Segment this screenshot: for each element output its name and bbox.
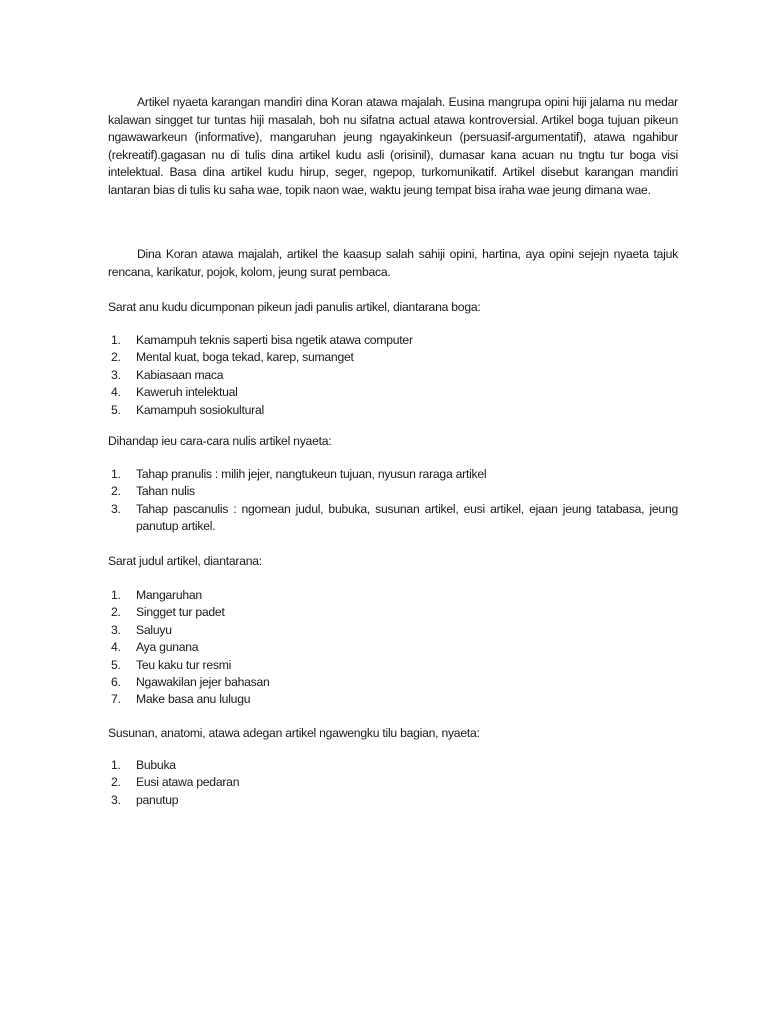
list-number: 4. [111, 640, 121, 655]
list-item [108, 349, 678, 366]
list-text: Tahan nulis [136, 484, 195, 499]
list-item [108, 332, 678, 349]
list-text: Aya gunana [136, 640, 199, 655]
list-item [108, 757, 678, 774]
list-number: 2. [111, 775, 121, 790]
list-item [108, 384, 678, 401]
list-item [108, 604, 678, 621]
list-text: Kaweruh intelektual [136, 385, 238, 400]
list-number: 1. [111, 467, 121, 481]
list-cara-nulis [108, 466, 678, 536]
list-item [108, 792, 678, 809]
list-number: 3. [111, 501, 121, 516]
list-text: Kamampuh sosiokultural [136, 402, 264, 417]
list-item [108, 402, 678, 419]
list-item [108, 587, 678, 604]
list-sarat-panulis [108, 332, 678, 419]
list-text: panutup [136, 792, 179, 807]
list-item [108, 466, 678, 483]
list-text: Kamampuh teknis saperti bisa ngetik atawa computer [136, 333, 413, 347]
list-number: 3. [111, 622, 121, 637]
list-number: 5. [111, 657, 121, 672]
list-number: 1. [111, 333, 121, 347]
list-sarat-judul [108, 587, 678, 709]
list-text: Saluyu [136, 622, 172, 637]
list-number: 1. [111, 588, 121, 602]
list-susunan [108, 757, 678, 809]
paragraph-intro: Artikel nyaeta karangan mandiri dina Koran atawa majalah. Eusina mangrupa opini hiji jalama nu medar kalawan singget tur tuntas hiji masalah, boh nu sifatna actual atawa kontroversial. Artikel boga tujuan pikeun ngawawarkeun (informative), mangaruhan jeung ngayakinkeun (persuasif-argumentatif), atawa ngahibur (rekreatif).gagasan nu di tulis dina artikel kudu asli (orisinil), dumasar kana acuan nu tngtu tur boga visi intelektual. Basa dina artikel kudu hirup, seger, ngepop, turkomunikatif. Artikel disebut karangan mandiri lantaran bias di tulis ku saha wae, topik naon wae, waktu jeung tempat bisa iraha wae jeung dimana wae. [108, 95, 678, 197]
list-number: 5. [111, 402, 121, 417]
list-item [108, 657, 678, 674]
list-number: 1. [111, 758, 121, 772]
list-item [108, 622, 678, 639]
list-number: 2. [111, 484, 121, 499]
list-item [108, 483, 678, 500]
list-text: Mangaruhan [136, 588, 202, 602]
paragraph-opini: Dina Koran atawa majalah, artikel the kaasup salah sahiji opini, hartina, aya opini sejejn nyaeta tajuk rencana, karikatur, pojok, kolom, jeung surat pembaca. [108, 247, 678, 279]
list-text: Kabiasaan maca [136, 367, 224, 382]
list-text: Bubuka [136, 758, 176, 772]
list-item [108, 639, 678, 656]
list-item [108, 691, 678, 708]
list-number: 7. [111, 692, 121, 707]
list-number: 2. [111, 605, 121, 620]
section-heading: Dihandap ieu cara-cara nulis artikel nyaeta: [108, 434, 332, 448]
list-text: Teu kaku tur resmi [136, 657, 232, 672]
list-text: Tahap pascanulis : ngomean judul, bubuka, susunan artikel, eusi artikel, ejaan jeung tatabasa, jeung panutup artikel. [136, 501, 678, 534]
list-text: Mental kuat, boga tekad, karep, sumanget [136, 350, 354, 365]
list-item [108, 674, 678, 691]
section-heading: Sarat judul artikel, diantarana: [108, 554, 262, 568]
list-item [108, 367, 678, 384]
list-item [108, 501, 678, 536]
list-text: Singget tur padet [136, 605, 225, 620]
list-number: 3. [111, 792, 121, 807]
section-heading: Susunan, anatomi, atawa adegan artikel ngawengku tilu bagian, nyaeta: [108, 726, 480, 740]
section-heading: Sarat anu kudu dicumponan pikeun jadi panulis artikel, diantarana boga: [108, 300, 481, 314]
list-text: Eusi atawa pedaran [136, 775, 240, 790]
list-text: Tahap pranulis : milih jejer, nangtukeun tujuan, nyusun raraga artikel [136, 467, 487, 481]
list-text: Make basa anu lulugu [136, 692, 251, 707]
list-item [108, 774, 678, 791]
list-number: 3. [111, 367, 121, 382]
list-number: 4. [111, 385, 121, 400]
list-number: 2. [111, 350, 121, 365]
list-number: 6. [111, 675, 121, 690]
list-text: Ngawakilan jejer bahasan [136, 675, 270, 690]
